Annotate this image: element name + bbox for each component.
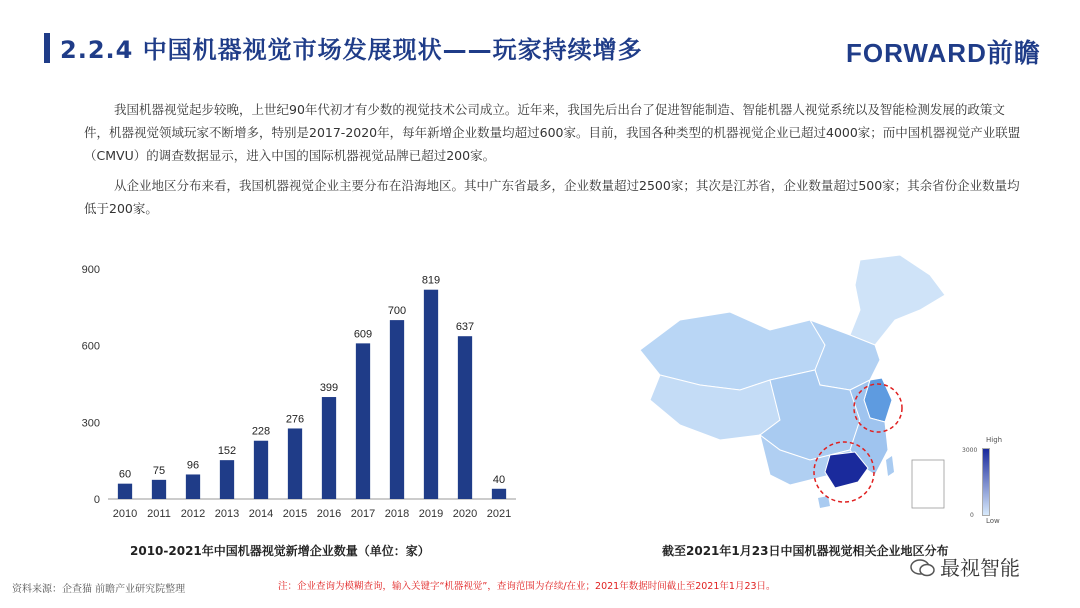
- bar-value-label: 40: [492, 473, 506, 486]
- bar-2013: [220, 460, 234, 499]
- bar-value-label: 96: [186, 459, 200, 472]
- x-tick-label: 2015: [282, 508, 308, 520]
- y-tick-label: 300: [81, 417, 100, 430]
- bar-value-label: 228: [251, 425, 271, 438]
- south-china-sea-inset: [912, 460, 944, 508]
- map-legend-max: 3000: [962, 447, 978, 454]
- new-companies-bar-chart: [60, 255, 530, 525]
- brand-logo: FORWARD前瞻: [846, 38, 1041, 68]
- data-source: 资料来源：企查猫 前瞻产业研究院整理: [12, 584, 186, 595]
- bar-value-label: 75: [152, 464, 166, 477]
- bar-value-label: 609: [353, 328, 373, 341]
- x-tick-label: 2018: [384, 508, 410, 520]
- bar-2018: [390, 320, 404, 499]
- bar-2015: [288, 428, 302, 499]
- map-legend-min: 0: [970, 512, 974, 519]
- map-taiwan-island: [886, 456, 894, 476]
- x-tick-label: 2011: [147, 508, 171, 520]
- wechat-icon: [910, 558, 936, 578]
- bar-2012: [186, 474, 200, 499]
- bar-value-label: 819: [421, 274, 441, 287]
- bar-value-label: 399: [319, 382, 339, 395]
- chart-title: 2010-2021年中国机器视觉新增企业数量（单位：家）: [130, 544, 430, 558]
- bar-2017: [356, 343, 370, 499]
- bar-2014: [254, 441, 268, 499]
- y-tick-label: 600: [81, 340, 100, 353]
- x-tick-label: 2016: [316, 508, 342, 520]
- x-tick-label: 2019: [418, 508, 444, 520]
- bars-group: [118, 275, 506, 499]
- x-tick-label: 2010: [112, 508, 138, 520]
- y-tick-label: 0: [93, 494, 100, 506]
- bar-2010: [118, 484, 132, 499]
- x-tick-label: 2020: [452, 508, 478, 520]
- bar-value-label: 276: [285, 413, 305, 426]
- x-tick-label: 2021: [486, 508, 512, 520]
- page-title: 2.2.4 中国机器视觉市场发展现状——玩家持续增多: [60, 36, 643, 64]
- bar-2011: [152, 480, 166, 499]
- bar-value-label: 637: [455, 321, 475, 334]
- map-title: 截至2021年1月23日中国机器视觉相关企业地区分布: [662, 544, 949, 558]
- map-northeast-region: [850, 255, 945, 345]
- x-tick-label: 2017: [350, 508, 376, 520]
- china-map: [620, 250, 980, 540]
- wechat-brand: [910, 552, 1020, 581]
- title-accent-bar: [44, 33, 50, 63]
- intro-paragraph: [84, 98, 1024, 167]
- bar-2021: [492, 489, 506, 499]
- map-legend-low: Low: [986, 517, 1000, 525]
- bar-2020: [458, 336, 472, 499]
- footnote: 注：企业查询为模糊查询，输入关键字“机器视觉”，查询范围为存续/在业；2021年数据时间截止至2021年1月23日。: [278, 581, 776, 592]
- bar-value-label: 152: [217, 445, 237, 458]
- x-axis: [113, 508, 511, 520]
- x-tick-label: 2014: [248, 508, 274, 520]
- region-paragraph-text: 从企业地区分布来看，我国机器视觉企业主要分布在沿海地区。其中广东省最多，企业数量超过2500家；其次是江苏省，企业数量超过500家；其余省份企业数量均低于200家。: [84, 178, 1020, 216]
- brand-text: 最视智能: [940, 556, 1020, 580]
- y-tick-label: 900: [81, 264, 100, 276]
- map-legend-gradient: [982, 448, 990, 516]
- x-tick-label: 2013: [214, 508, 240, 520]
- bar-value-label: 60: [118, 468, 132, 481]
- x-tick-label: 2012: [180, 508, 206, 520]
- region-paragraph: [84, 174, 1024, 220]
- bar-value-label: 700: [387, 305, 407, 318]
- map-legend-high: High: [986, 436, 1003, 444]
- intro-paragraph-text: 我国机器视觉起步较晚，上世纪90年代初才有少数的视觉技术公司成立。近年来，我国先后出台了促进智能制造、智能机器人视觉系统以及智能检测发展的政策文件，机器视觉领域玩家不断增多，特别是2017-2020年，每年新增企业数量均超过600家。目前，我国各种类型的机器视觉企业已超过4000家；而中国机器视觉产业联盟（CMVU）的调查数据显示，进入中国的国际机器视觉品牌已超过200家。: [84, 102, 1021, 163]
- bar-2019: [424, 290, 438, 499]
- bar-2016: [322, 397, 336, 499]
